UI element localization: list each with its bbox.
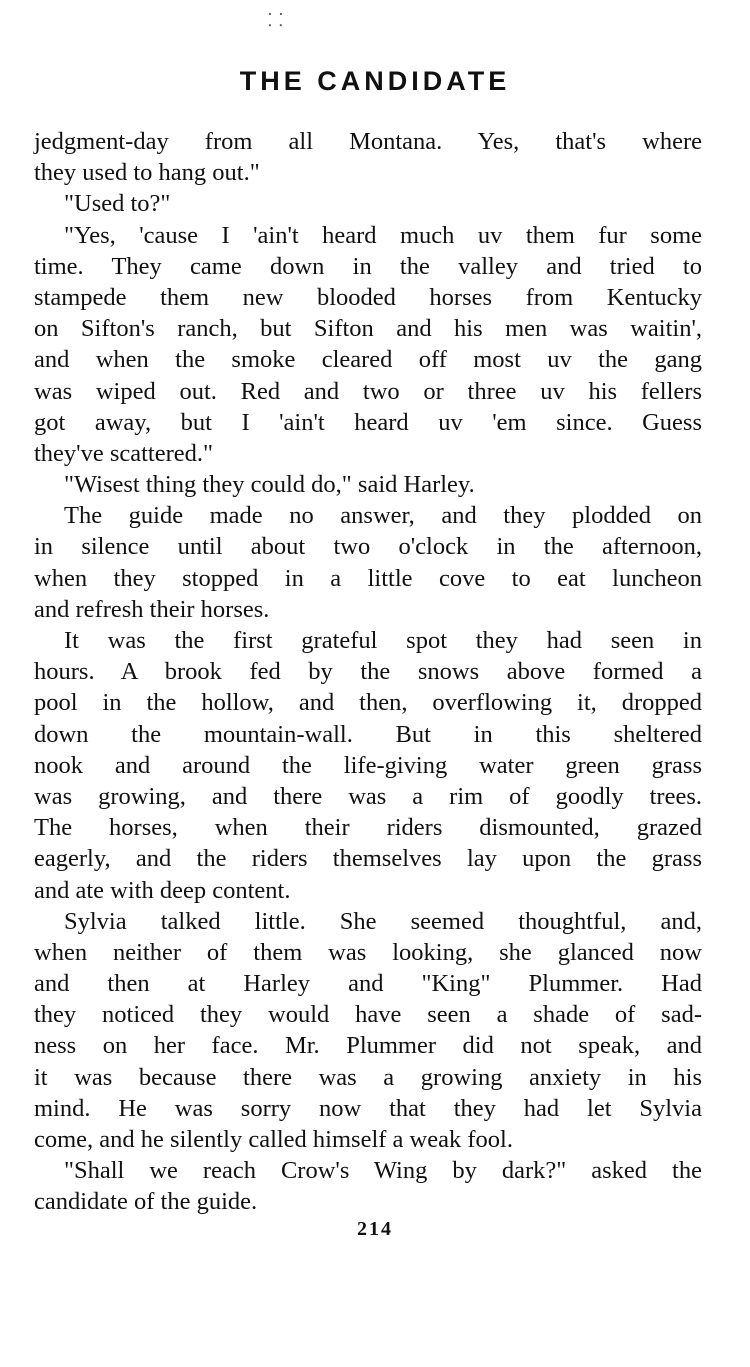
text-line: and then at Harley and "King" Plummer. Had bbox=[34, 970, 702, 998]
text-line: and refresh their horses. bbox=[34, 595, 270, 623]
text-line: hours. A brook fed by the snows above formed a bbox=[34, 658, 702, 686]
text-line: candidate of the guide. bbox=[34, 1188, 258, 1216]
text-line: The horses, when their riders dismounted, grazed bbox=[34, 814, 702, 842]
text-line: "Used to?" bbox=[64, 190, 171, 218]
text-line: come, and he silently called himself a weak fool. bbox=[34, 1126, 513, 1153]
printer-mark: ⸬ bbox=[268, 10, 283, 30]
text-line: in silence until about two o'clock in the afternoon, bbox=[34, 533, 702, 561]
text-line: was wiped out. Red and two or three uv his fellers bbox=[34, 377, 702, 405]
text-line: they noticed they would have seen a shade of sad- bbox=[34, 1001, 702, 1029]
text-line: time. They came down in the valley and tried to bbox=[34, 252, 702, 280]
text-line: when neither of them was looking, she glanced now bbox=[34, 938, 702, 966]
text-line: The guide made no answer, and they plodded on bbox=[64, 502, 702, 530]
text-line: It was the first grateful spot they had seen in bbox=[64, 627, 702, 654]
text-line: down the mountain-wall. But in this sheltered bbox=[34, 720, 702, 748]
running-head: THE CANDIDATE bbox=[239, 66, 511, 96]
body-text bbox=[34, 126, 702, 1218]
text-line: was growing, and there was a rim of goodly trees. bbox=[34, 782, 702, 810]
text-line: stampede them new blooded horses from Kentucky bbox=[34, 283, 702, 311]
text-line: "Yes, 'cause I 'ain't heard much uv them fur some bbox=[64, 221, 702, 249]
text-line: on Sifton's ranch, but Sifton and his men was waitin', bbox=[34, 315, 702, 343]
text-line: got away, but I 'ain't heard uv 'em since. Guess bbox=[34, 408, 702, 436]
text-line: "Wisest thing they could do," said Harley. bbox=[64, 471, 475, 499]
text-line: mind. He was sorry now that they had let Sylvia bbox=[34, 1094, 702, 1122]
text-line: and when the smoke cleared off most uv the gang bbox=[34, 346, 702, 374]
text-line: jedgment-day from all Montana. Yes, that's where bbox=[34, 128, 702, 155]
text-line: "Shall we reach Crow's Wing by dark?" asked the bbox=[64, 1157, 702, 1185]
text-line: when they stopped in a little cove to eat luncheon bbox=[34, 564, 702, 592]
text-line: pool in the hollow, and then, overflowing it, dropped bbox=[34, 689, 702, 717]
text-line: it was because there was a growing anxiety in his bbox=[34, 1063, 702, 1091]
text-line: they used to hang out." bbox=[34, 159, 260, 187]
text-line: and ate with deep content. bbox=[34, 876, 291, 904]
text-line: nook and around the life-giving water green grass bbox=[34, 751, 702, 779]
text-line: they've scattered." bbox=[34, 439, 214, 467]
text-line: eagerly, and the riders themselves lay upon the grass bbox=[34, 845, 702, 873]
page-number: 214 bbox=[357, 1218, 393, 1240]
text-line: ness on her face. Mr. Plummer did not speak, and bbox=[34, 1032, 702, 1060]
text-line: Sylvia talked little. She seemed thoughtful, and, bbox=[64, 907, 702, 935]
